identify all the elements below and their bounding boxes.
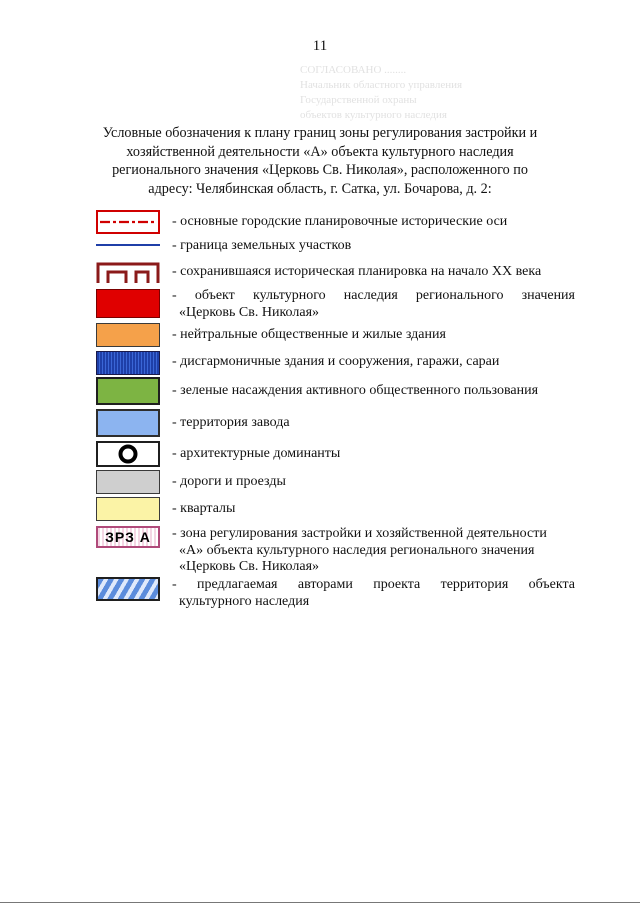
- legend-label-plant-territory: - территория завода: [172, 415, 290, 430]
- heritage-object-swatch: [96, 289, 160, 318]
- disharmonious-buildings-swatch: [96, 351, 160, 375]
- legend-label-green-areas: - зеленые насаждения активного общественного пользования: [172, 383, 539, 398]
- page-bottom-edge: [0, 902, 640, 903]
- legend-heading: Условные обозначения к плану границ зоны регулирования застройки и хозяйственной деятельности «А» объекта культурного наследия регионального значения «Церковь Св. Николая», расположенного по адресу: Челябинская область, г. Сатка, ул. Бочарова, д. 2:: [102, 125, 538, 197]
- legend-label-blocks: - кварталы: [172, 501, 236, 516]
- legend-label-architectural-dominants: - архитектурные доминанты: [172, 446, 341, 461]
- land-boundary-line-symbol: [96, 244, 160, 246]
- legend-label-neutral-buildings: - нейтральные общественные и жилые здания: [172, 327, 446, 342]
- blocks-swatch: [96, 497, 160, 521]
- legend-label-historic-layout: - сохранившаяся историческая планировка на начало XX века: [172, 264, 542, 279]
- regulation-zone-symbol: [96, 526, 160, 548]
- proposed-territory-symbol: [96, 577, 160, 601]
- bleed-through-text: СОГЛАСОВАНО ........ Начальник областного управления Государственной охраны объектов культурного наследия: [300, 64, 463, 121]
- legend-label-historic-axes: - основные городские планировочные исторические оси: [172, 214, 508, 229]
- historic-axis-line-symbol: [96, 210, 160, 234]
- neutral-buildings-swatch: [96, 323, 160, 347]
- plant-territory-swatch: [96, 409, 160, 437]
- legend-label-disharmonious-buildings: - дисгармоничные здания и сооружения, гаражи, сараи: [172, 354, 500, 369]
- legend-label-regulation-zone: - зона регулирования застройки и хозяйственной деятельности «А» объекта культурного наследия регионального значения «Церковь Св. Николая»: [172, 526, 547, 574]
- legend-label-land-boundary: - граница земельных участков: [172, 238, 352, 253]
- page-number: 11: [312, 38, 328, 54]
- regulation-zone-symbol-text: ЗРЗ А: [105, 529, 151, 545]
- legend-label-proposed-territory: - предлагаемая авторами проекта территория объекта культурного наследия: [172, 577, 575, 609]
- legend-label-roads: - дороги и проезды: [172, 474, 286, 489]
- legend-label-heritage-object: - объект культурного наследия регионального значения «Церковь Св. Николая»: [172, 288, 575, 320]
- architectural-dominant-symbol: [96, 441, 160, 467]
- historic-layout-symbol: [96, 262, 160, 284]
- roads-swatch: [96, 470, 160, 494]
- green-areas-swatch: [96, 377, 160, 405]
